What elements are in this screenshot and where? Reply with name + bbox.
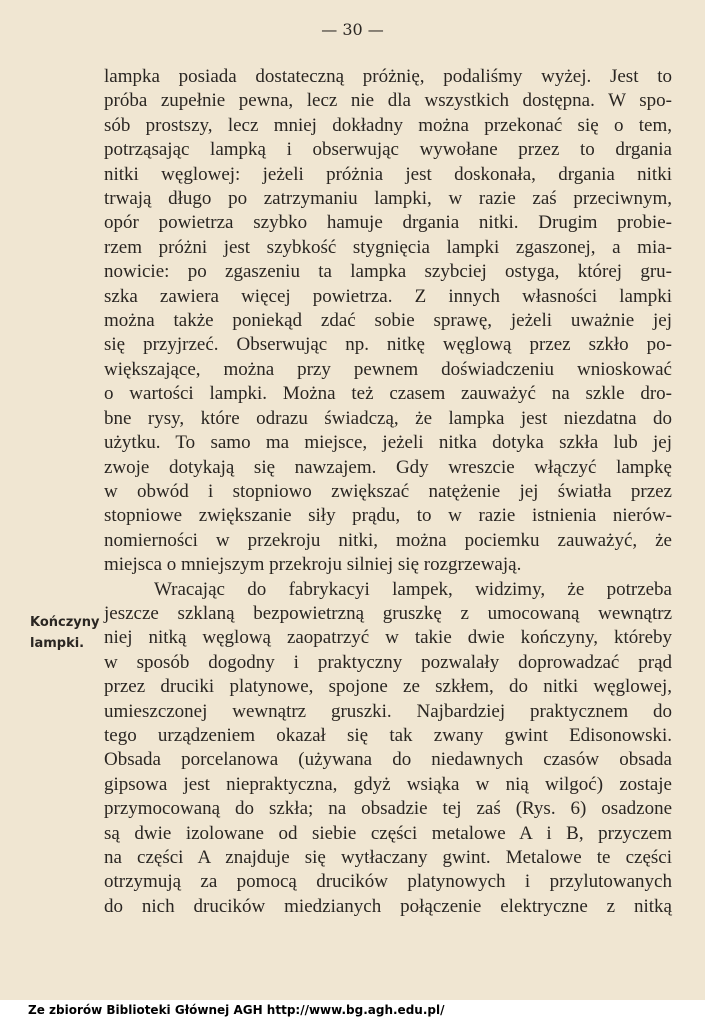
text-line: przez druciki platynowe, spojone ze szkłem, do nitki węglowej, [104,676,672,698]
text-line: o wartości lampki. Można też czasem zauważyć na szkle dro- [104,383,672,405]
text-line: gipsowa jest niepraktyczna, gdyż wsiąka w nią wilgoć) zostaje [104,773,672,795]
text-line: lampka posiada dostateczną próżnię, podaliśmy wyżej. Jest to [104,66,672,87]
margin-note-line: lampki. [30,636,85,651]
text-line: stopniowe zwiększanie siły prądu, to w razie istnienia nierów- [104,505,672,527]
text-line: szka zawiera więcej powietrza. Z innych własności lampki [104,285,672,307]
text-line: potrząsając lampką i obserwując wywołane przez to drgania [104,139,672,161]
text-line: nomierności w przekroju nitki, można pociemku zauważyć, że [104,529,672,551]
paragraph-start-line: Wracając do fabrykacyi lampek, widzimy, że potrzeba [154,578,672,600]
text-line: sób prostszy, lecz mniej dokładny można przekonać się o tem, [104,114,672,136]
text-line: użytku. To samo ma miejsce, jeżeli nitka dotyka szkła lub jej [104,432,672,454]
text-line: opór powietrza szybko hamuje drgania nitki. Drugim probie- [104,212,672,234]
text-line: na części A znajduje się wytłaczany gwint. Metalowe te części [104,847,672,868]
text-line: w sposób dogodny i praktyczny pozwalały doprowadzać prąd [104,651,672,673]
text-line: przymocowaną do szkła; na obsadzie tej zaś (Rys. 6) osadzone [104,798,672,820]
text-line: miejsca o mniejszym przekroju silniej się rozgrzewają. [104,554,522,576]
text-line: rzem próżni jest szybkość stygnięcia lampki zgaszonej, a mia- [104,236,672,258]
body-text [104,65,672,919]
text-line: otrzymują za pomocą drucików platynowych i przylutowanych [104,871,672,893]
text-line: bne rysy, które odrazu świadczą, że lampka jest niezdatna do [104,407,672,429]
text-line: do nich drucików miedzianych połączenie elektryczne z nitką [104,895,672,917]
text-line: trwają długo po zatrzymaniu lampki, w razie zaś przeciwnym, [104,188,672,210]
library-footer: Ze zbiorów Biblioteki Głównej AGH http://www.bg.agh.edu.pl/ [28,1003,445,1017]
text-line: są dwie izolowane od siebie części metalowe A i B, przyczem [104,822,672,844]
text-line: nitki węglowej: jeżeli próżnia jest doskonała, drgania nitki [104,163,672,185]
text-line: nowicie: po zgaszeniu ta lampka szybciej ostyga, której gru- [104,261,672,283]
text-line: można także poniekąd zdać sobie sprawę, jeżeli uważnie jej [104,310,672,332]
page-number: — 30 — [321,20,384,39]
margin-note [30,612,102,654]
text-line: próba zupełnie pewna, lecz nie dla wszystkich dostępna. W spo- [104,90,672,112]
text-line: umieszczonej wewnątrz gruszki. Najbardziej praktycznem do [104,700,672,722]
text-line: niej nitką węglową zaopatrzyć w takie dwie kończyny, któreby [104,627,672,649]
text-line: większające, można przy pewnem doświadczeniu wnioskować [104,358,672,380]
text-line: się przyjrzeć. Obserwując np. nitkę węglową przez szkło po- [104,334,672,356]
margin-note-line: Kończyny [30,615,100,630]
text-line: zwoje dotykają się nawzajem. Gdy wreszcie włączyć lampkę [104,456,672,478]
text-line: Obsada porcelanowa (używana do niedawnych czasów obsada [104,749,672,771]
text-line: jeszcze szklaną bezpowietrzną gruszkę z umocowaną wewnątrz [104,602,672,624]
text-line: w obwód i stopniowo zwiększać natężenie jej światła przez [104,480,672,502]
text-line: tego urządzeniem okazał się tak zwany gwint Edisonowski. [104,724,672,746]
